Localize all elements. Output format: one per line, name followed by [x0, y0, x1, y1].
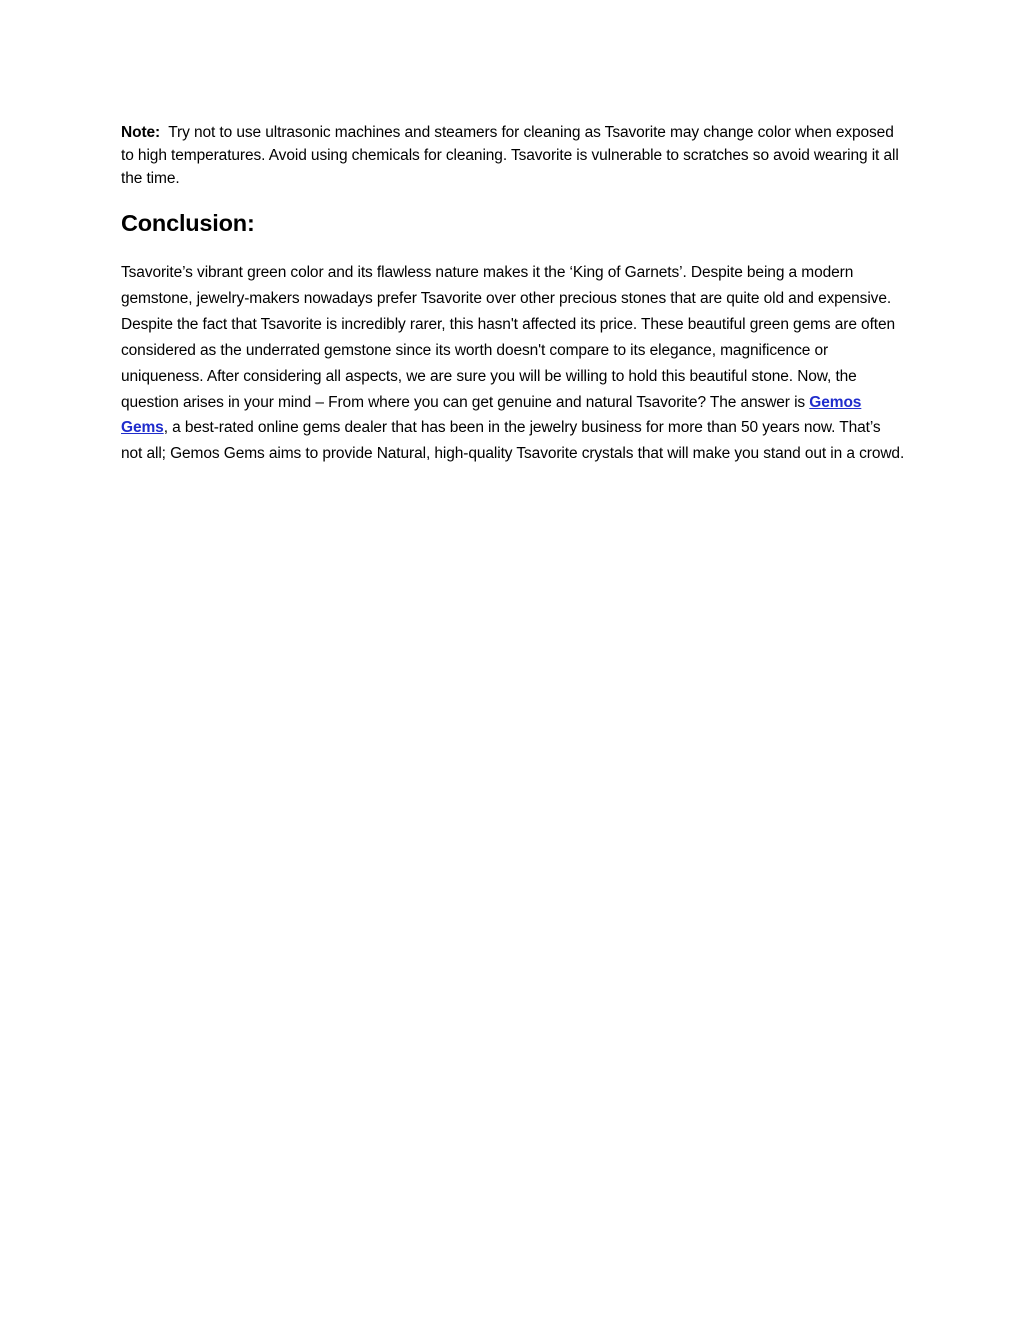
note-paragraph	[121, 121, 906, 190]
conclusion-paragraph	[121, 260, 906, 467]
conclusion-text-after-link: , a best-rated online gems dealer that has been in the jewelry business for more than 50 years now. That’s not all; Gemos Gems aims to provide Natural, high-quality Tsavorite crystals that will make you stand out in a crowd.	[121, 419, 905, 463]
note-label: Note:	[121, 124, 161, 141]
conclusion-text-before-link: Tsavorite’s vibrant green color and its flawless nature makes it the ‘King of Garnets’. Despite being a modern gemstone, jewelry-makers nowadays prefer Tsavorite over other precious stones that are quite old and expensive. Despite the fact that Tsavorite is incredibly rarer, this hasn't affected its price. These beautiful green gems are often considered as the underrated gemstone since its worth doesn't compare to its elegance, magnificence or uniqueness. After considering all aspects, we are sure you will be willing to hold this beautiful stone. Now, the question arises in your mind – From where you can get genuine and natural Tsavorite? The answer is	[121, 264, 896, 411]
page-content	[121, 121, 906, 467]
gemos-gems-link[interactable]: Gemos Gems	[121, 393, 862, 437]
conclusion-heading: Conclusion:	[121, 210, 255, 236]
note-text: Try not to use ultrasonic machines and steamers for cleaning as Tsavorite may change color when exposed to high temperatures. Avoid using chemicals for cleaning. Tsavorite is vulnerable to scratches so avoid wearing it all the time.	[121, 124, 899, 187]
